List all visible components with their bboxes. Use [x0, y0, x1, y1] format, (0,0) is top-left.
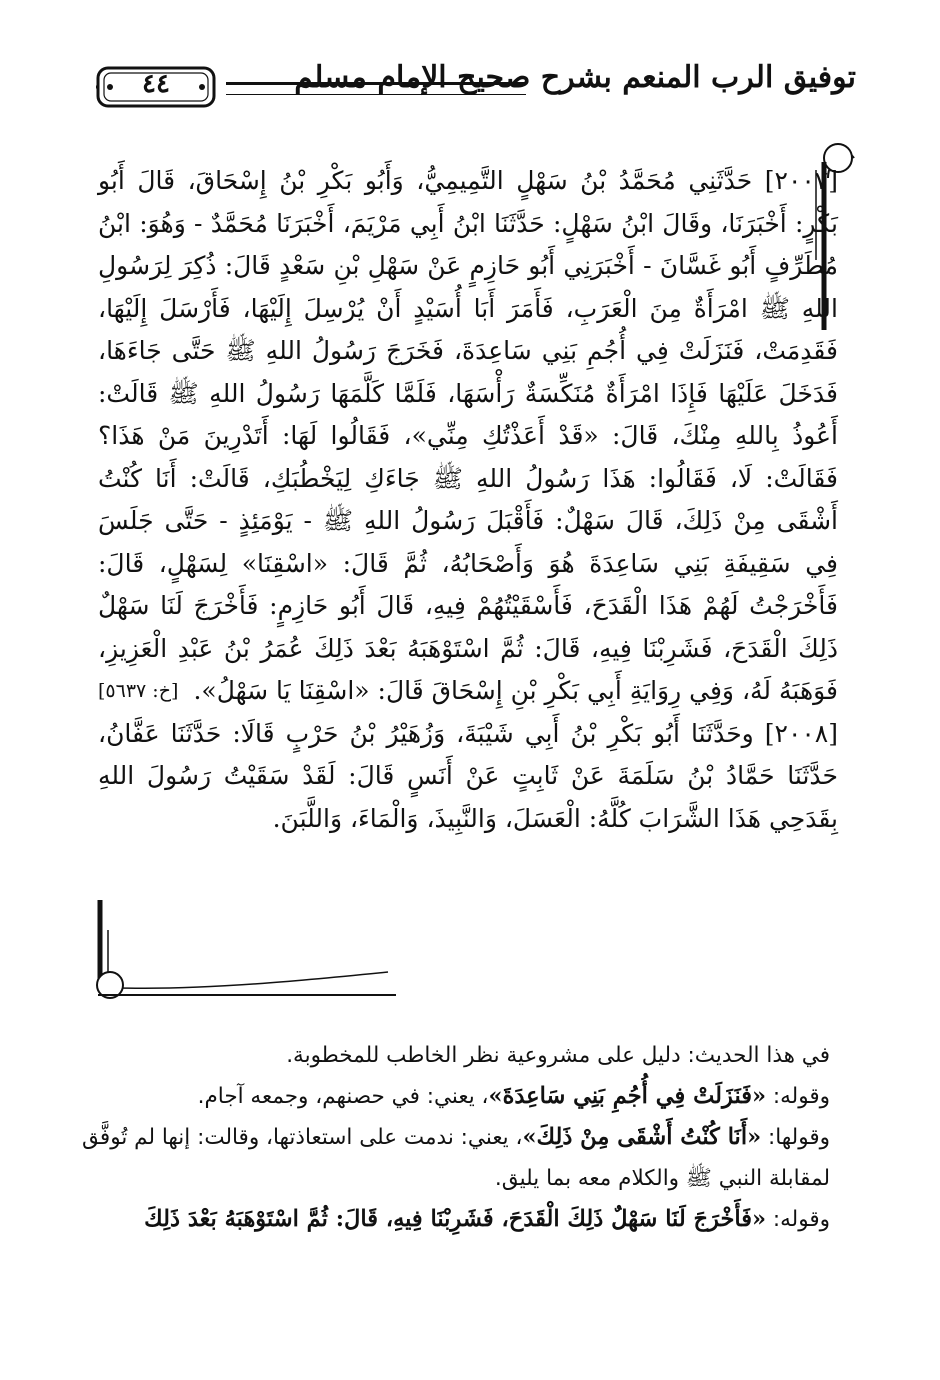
commentary-line-4 — [82, 1199, 830, 1240]
commentary-prefix: وقوله: — [766, 1207, 830, 1232]
hadith-text-block — [98, 160, 838, 840]
commentary-line-3 — [82, 1117, 830, 1199]
hadith-2007 — [98, 160, 838, 713]
commentary-explanation: ، يعني: في حصنهم، وجمعه آجام. — [197, 1084, 489, 1109]
hadith-2008 — [98, 713, 838, 841]
page-number: ٤٤ — [142, 69, 170, 99]
commentary-block — [82, 1035, 830, 1240]
commentary-explanation: ، يعني: ندمت على استعاذتها، وقالت: إنها لم تُوفَّق لمقابلة النبي ﷺ والكلام معه بما يليق. — [82, 1125, 830, 1191]
hadith-2008-text: [٢٠٠٨] وحَدَّثَنَا أَبُو بَكْرِ بْنُ أَبِي شَيْبَةَ، وَزُهَيْرُ بْنُ حَرْبٍ قَالَا: حَدَّثَنَا عَفَّانُ، حَدَّثَنَا حَمَّادُ بْنُ سَلَمَةَ عَنْ ثَابِتٍ عَنْ أَنَسٍ قَالَ: لَقَدْ سَقَيْتُ رَسُولَ اللهِ بِقَدَحِي هَذَا الشَّرَابَ كُلَّهُ: الْعَسَلَ، وَالنَّبِيذَ، وَالْمَاءَ، وَاللَّبَنَ. — [98, 718, 838, 833]
commentary-quote: «أَنَا كُنْتُ أَشْقَى مِنْ ذَلِكَ» — [522, 1124, 762, 1150]
commentary-line-2 — [82, 1076, 830, 1117]
book-title: توفيق الرب المنعم بشرح صحيح الإمام مسلم — [294, 60, 856, 95]
footnote-divider — [98, 994, 396, 996]
page-header — [96, 48, 856, 118]
commentary-prefix: وقولها: — [761, 1125, 830, 1150]
source-reference: [خ: ٥٦٣٧] — [98, 680, 179, 702]
page-number-badge — [96, 62, 216, 112]
hadith-2007-text: [٢٠٠٧] حَدَّثَنِي مُحَمَّدُ بْنُ سَهْلٍ التَّمِيمِيُّ، وَأَبُو بَكْرِ بْنُ إِسْحَاقَ، قَالَ أَبُو بَكْرٍ: أَخْبَرَنَا، وقَالَ ابْنُ سَهْلٍ: حَدَّثَنَا ابْنُ أَبِي مَرْيَمَ، أَخْبَرَنَا مُحَمَّدٌ - وَهُوَ: ابْنُ مُطَرِّفٍ أَبُو غَسَّانَ - أَخْبَرَنِي أَبُو حَازِمٍ عَنْ سَهْلِ بْنِ سَعْدٍ قَالَ: ذُكِرَ لِرَسُولِ اللهِ ﷺ امْرَأَةٌ مِنَ الْعَرَبِ، فَأَمَرَ أَبَا أُسَيْدٍ أَنْ يُرْسِلَ إِلَيْهَا، فَأَرْسَلَ إِلَيْهَا، فَقَدِمَتْ، فَنَزَلَتْ فِي أُجُمِ بَنِي سَاعِدَةَ، فَخَرَجَ رَسُولُ اللهِ ﷺ حَتَّى جَاءَهَا، فَدَخَلَ عَلَيْهَا فَإِذَا امْرَأَةٌ مُنَكِّسَةٌ رَأْسَهَا، فَلَمَّا كَلَّمَهَا رَسُولُ اللهِ ﷺ قَالَتْ: أَعُوذُ بِاللهِ مِنْكَ، قَالَ: «قَدْ أَعَذْتُكِ مِنِّي»، فَقَالُوا لَهَا: أَتَدْرِينَ مَنْ هَذَا؟ فَقَالَتْ: لَا، فَقَالُوا: هَذَا رَسُولُ اللهِ ﷺ جَاءَكِ لِيَخْطُبَكِ، قَالَتْ: أَنَا كُنْتُ أَشْقَى مِنْ ذَلِكَ، قَالَ سَهْلٌ: فَأَقْبَلَ رَسُولُ اللهِ ﷺ - يَوْمَئِذٍ - حَتَّى جَلَسَ فِي سَقِيفَةِ بَنِي سَاعِدَةَ هُوَ وَأَصْحَابُهُ، ثُمَّ قَالَ: «اسْقِنَا» لِسَهْلٍ، قَالَ: فَأَخْرَجْتُ لَهُمْ هَذَا الْقَدَحَ، فَأَسْقَيْتُهُمْ فِيهِ، قَالَ أَبُو حَازِمٍ: فَأَخْرَجَ لَنَا سَهْلٌ ذَلِكَ الْقَدَحَ، فَشَرِبْنَا فِيهِ، قَالَ: ثُمَّ اسْتَوْهَبَهُ بَعْدَ ذَلِكَ عُمَرُ بْنُ عَبْدِ الْعَزِيزِ، فَوَهَبَهُ لَهُ، وَفِي رِوَايَةِ أَبِي بَكْرِ بْنِ إِسْحَاقَ قَالَ: «اسْقِنَا يَا سَهْلُ». — [98, 166, 838, 705]
commentary-quote: «فَنَزَلَتْ فِي أُجُمِ بَنِي سَاعِدَةَ» — [488, 1083, 767, 1109]
commentary-quote: «فَأَخْرَجَ لَنَا سَهْلٌ ذَلِكَ الْقَدَحَ، فَشَرِبْنَا فِيهِ، قَالَ: ثُمَّ اسْتَوْهَبَهُ بَعْدَ ذَلِكَ — [144, 1206, 767, 1232]
commentary-line-1: في هذا الحديث: دليل على مشروعية نظر الخاطب للمخطوبة. — [286, 1043, 830, 1068]
commentary-prefix: وقوله: — [766, 1084, 830, 1109]
